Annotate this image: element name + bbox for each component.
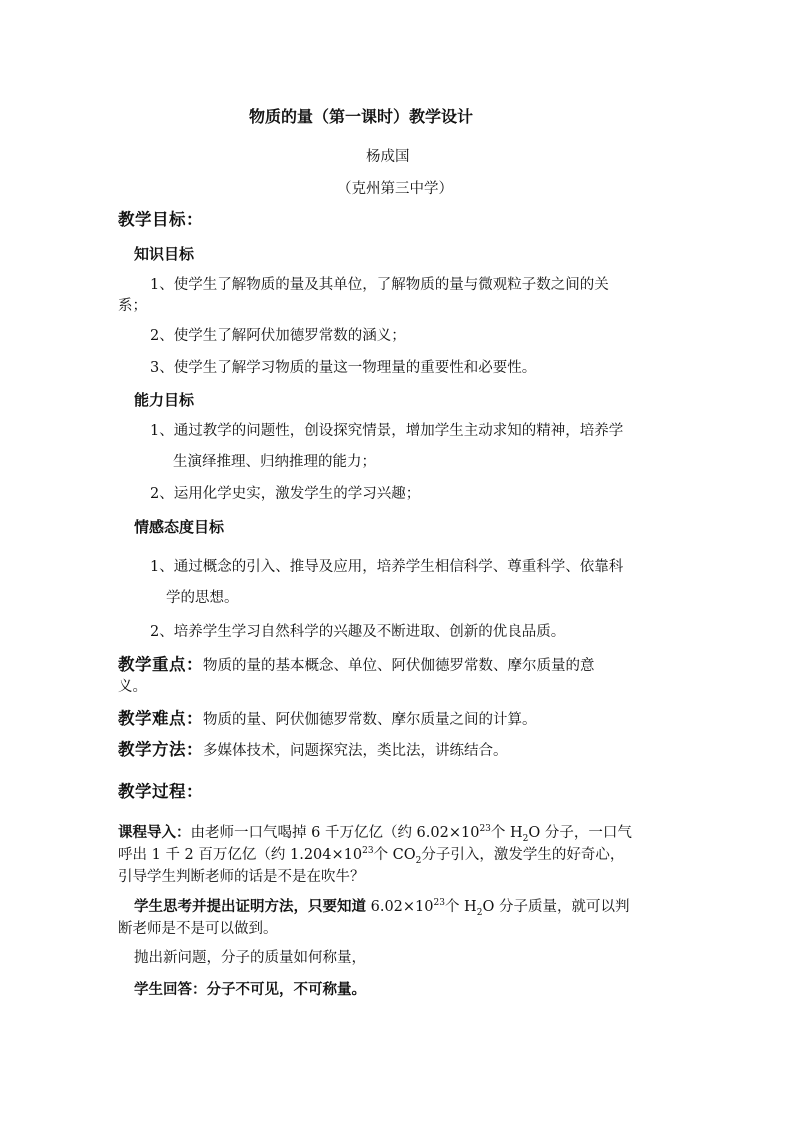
intro-text-c: O 分子，一口气 <box>528 825 632 841</box>
author: 杨成国 <box>366 149 410 165</box>
think-label: 学生思考并提出证明方法，只要知道 <box>134 898 366 915</box>
knowledge-item-1-line-1: 1、使学生了解物质的量及其单位，了解物质的量与微观粒子数之间的关 <box>150 277 609 293</box>
ability-goals-title: 能力目标 <box>134 391 195 409</box>
exponent: 23 <box>362 846 374 857</box>
emotion-item-1-line-1: 1、通过概念的引入、推导及应用，培养学生相信科学、尊重科学、依靠科 <box>150 559 624 575</box>
intro-text-d: 呼出 1 千 2 百万亿亿（约 1.204×10 <box>118 847 363 863</box>
methods-line <box>118 740 508 761</box>
ability-item-1-line-2: 生演绎推理、归纳推理的能力； <box>173 454 376 470</box>
knowledge-goals-title: 知识目标 <box>134 245 195 263</box>
exponent: 23 <box>479 824 491 835</box>
intro-line-3: 引导学生判断老师的话是不是在吹牛？ <box>118 869 365 885</box>
intro-line-1 <box>118 823 632 843</box>
key-points-line-2: 义。 <box>118 679 147 695</box>
difficulties-line <box>118 709 537 730</box>
knowledge-item-1-line-2: 系； <box>118 298 147 314</box>
subscript: 2 <box>476 907 483 918</box>
intro-text-e: 个 CO <box>373 847 416 863</box>
school: （克州第三中学） <box>337 181 453 197</box>
new-question: 抛出新问题，分子的质量如何称量， <box>134 950 366 966</box>
knowledge-item-2: 2、使学生了解阿伏加德罗常数的涵义； <box>150 328 406 344</box>
emotion-item-1-line-2: 学的思想。 <box>166 590 239 606</box>
page-title: 物质的量（第一课时）教学设计 <box>249 107 474 126</box>
key-points-line-1 <box>118 655 595 676</box>
intro-text-a: 由老师一口气喝掉 6 千万亿亿（约 6.02×10 <box>190 825 480 841</box>
intro-text-b: 个 H <box>490 825 523 841</box>
think-text-c: O 分子质量，就可以判 <box>482 899 630 915</box>
difficulties-label: 教学难点： <box>118 709 203 728</box>
subscript: 2 <box>415 855 422 866</box>
methods-label: 教学方法： <box>118 740 203 759</box>
subscript: 2 <box>522 833 529 844</box>
think-text-b: 个 H <box>444 899 477 915</box>
ability-item-2: 2、运用化学史实，激发学生的学习兴趣； <box>150 486 421 502</box>
key-points-text: 物质的量的基本概念、单位、阿伏伽德罗常数、摩尔质量的意 <box>203 658 595 674</box>
think-text-a: 6.02×10 <box>366 899 434 915</box>
process-heading: 教学过程： <box>118 782 203 801</box>
emotion-item-2: 2、培养学生学习自然科学的兴趣及不断进取、创新的优良品质。 <box>150 624 566 640</box>
methods-text: 多媒体技术，问题探究法，类比法，讲练结合。 <box>203 743 508 759</box>
intro-text-f: 分子引入，激发学生的好奇心， <box>421 847 625 863</box>
think-line-2: 断老师是不是可以做到。 <box>118 921 278 937</box>
intro-label: 课程导入： <box>118 824 191 841</box>
objectives-heading: 教学目标： <box>118 210 203 229</box>
knowledge-item-3: 3、使学生了解学习物质的量这一物理量的重要性和必要性。 <box>150 360 537 376</box>
emotion-goals-title: 情感态度目标 <box>134 518 225 536</box>
difficulties-text: 物质的量、阿伏伽德罗常数、摩尔质量之间的计算。 <box>203 712 537 728</box>
think-line-1 <box>134 897 629 917</box>
student-answer: 学生回答：分子不可见，不可称量。 <box>134 981 366 998</box>
exponent: 23 <box>433 898 445 909</box>
key-points-label: 教学重点： <box>118 655 203 674</box>
ability-item-1-line-1: 1、通过教学的问题性，创设探究情景，增加学生主动求知的精神，培养学 <box>150 423 624 439</box>
intro-line-2 <box>118 845 624 865</box>
